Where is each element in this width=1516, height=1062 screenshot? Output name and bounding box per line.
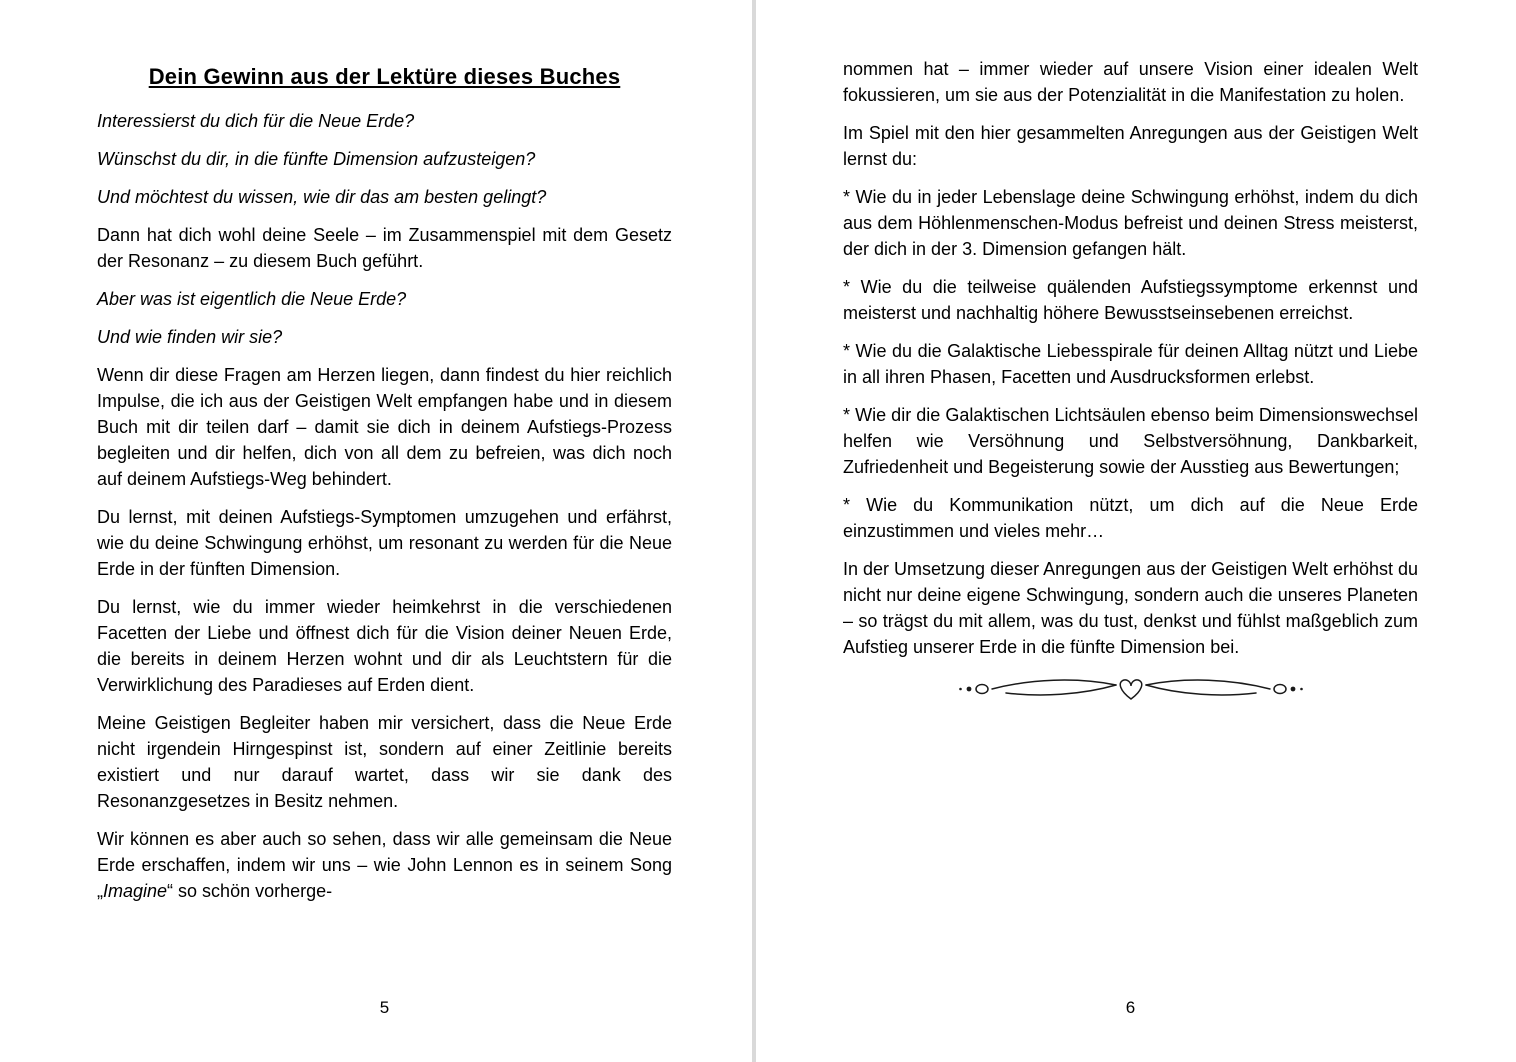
paragraph-text: “ so schön vorherge- [167,881,333,901]
paragraph: Interessierst du dich für die Neue Erde? [97,111,415,131]
paragraph: Dann hat dich wohl deine Seele – im Zusammenspiel mit dem Gesetz der Resonanz – zu diesem Buch geführt. [97,225,672,271]
paragraph [97,826,672,904]
paragraph: nommen hat – immer wieder auf unsere Vision einer idealen Welt fokussieren, um sie aus der Potenzialität in die Manifestation zu holen. [843,59,1418,105]
page-number: 5 [379,998,390,1017]
page-number: 6 [1125,998,1136,1017]
paragraph: Du lernst, mit deinen Aufstiegs-Symptomen umzugehen und erfährst, wie du deine Schwingung erhöhst, um resonant zu werden für die Neue Erde in der fünften Dimension. [97,507,672,579]
page-left [0,0,752,1062]
paragraph: Im Spiel mit den hier gesammelten Anregungen aus der Geistigen Welt lernst du: [843,123,1418,169]
paragraph: Und möchtest du wissen, wie dir das am besten gelingt? [97,187,547,207]
section-divider [843,672,1418,706]
paragraph: Du lernst, wie du immer wieder heimkehrst in die verschiedenen Facetten der Liebe und öffnest dich für die Vision deiner Neuen Erde, die bereits in deinem Herzen wohnt und dir als Leuchtstern für die Verwirklichung des Paradieses auf Erden dient. [97,597,672,695]
paragraph: Und wie finden wir sie? [97,327,283,347]
page-title: Dein Gewinn aus der Lektüre dieses Buches [148,64,621,89]
bullet-paragraph: * Wie dir die Galaktischen Lichtsäulen ebenso beim Dimensionswechsel helfen wie Versöhnung und Selbstversöhnung, Dankbarkeit, Zufriedenheit und Begeisterung sowie der Ausstieg aus Bewertungen; [843,405,1418,477]
heart-flourish-icon [956,672,1306,706]
paragraph: Aber was ist eigentlich die Neue Erde? [97,289,407,309]
paragraph: Meine Geistigen Begleiter haben mir versichert, dass die Neue Erde nicht irgendein Hirngespinst ist, sondern auf einer Zeitlinie bereits existiert und nur darauf wartet, dass wir sie dank des Resonanzgesetzes in Besitz nehmen. [97,713,672,811]
bullet-paragraph: * Wie du in jeder Lebenslage deine Schwingung erhöhst, indem du dich aus dem Höhlenmenschen-Modus befreist und deinen Stress meisterst, der dich in der 3. Dimension gefangen hält. [843,187,1418,259]
bullet-paragraph: * Wie du die Galaktische Liebesspirale für deinen Alltag nützt und Liebe in all ihren Phasen, Facetten und Ausdrucksformen erlebst. [843,341,1418,387]
paragraph: In der Umsetzung dieser Anregungen aus der Geistigen Welt erhöhst du nicht nur deine eigene Schwingung, sondern auch die unseres Planeten – so trägst du mit allem, was du tust, denkst und fühlst maßgeblich zum Aufstieg unserer Erde in die fünfte Dimension bei. [843,559,1419,657]
page-right [756,0,1516,1062]
paragraph: Wünschst du dir, in die fünfte Dimension aufzusteigen? [97,149,536,169]
bullet-paragraph: * Wie du die teilweise quälenden Aufstiegssymptome erkennst und meisterst und nachhaltig höhere Bewusstseinsebenen erreichst. [843,277,1418,323]
song-title-emphasis: Imagine [103,881,168,901]
bullet-paragraph: * Wie du Kommunikation nützt, um dich auf die Neue Erde einzustimmen und vieles mehr… [843,495,1418,541]
paragraph-text: Wir können es aber auch so sehen, dass wir alle gemeinsam die Neue Erde erschaffen, indem wir uns – wie John Lennon es in seinem Song „ [97,829,672,901]
paragraph: Wenn dir diese Fragen am Herzen liegen, dann findest du hier reichlich Impulse, die ich aus der Geistigen Welt empfangen habe und in diesem Buch mit dir teilen darf – damit sie dich in deinem Aufstiegs-Prozess begleiten und dir helfen, dich von all dem zu befreien, was dich noch auf deinem Aufstiegs-Weg behindert. [97,365,672,489]
